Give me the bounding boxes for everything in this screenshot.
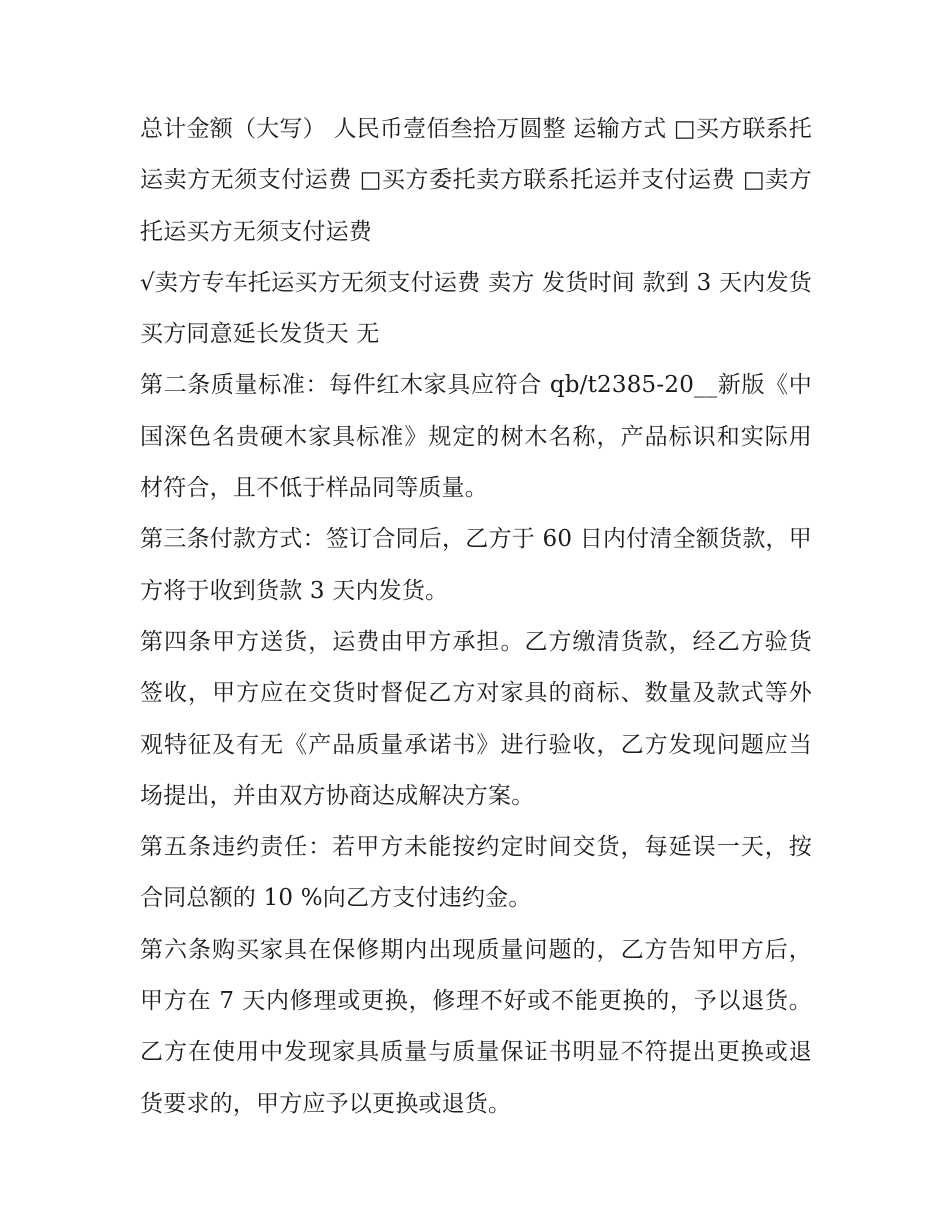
document-page: [140, 104, 812, 1130]
paragraph-article-6-warranty: 第六条购买家具在保修期内出现质量问题的，乙方告知甲方后，甲方在 7 天内修理或更换，修理不好或不能更换的，予以退货。乙方在使用中发现家具质量与质量保证书明显不符提出更换或退货要求的，甲方应予以更换或退货。: [140, 936, 812, 1117]
paragraph-article-3-payment: 第三条付款方式：签订合同后，乙方于 60 日内付清全额货款，甲方将于收到货款 3 天内发货。: [140, 526, 812, 604]
paragraph-article-5-liability: 第五条违约责任：若甲方未能按约定时间交货，每延误一天，按合同总额的 10 %向乙方支付违约金。: [140, 834, 812, 912]
paragraph-total-amount-transport: 总计金额（大写） 人民币壹佰叁拾万圆整 运输方式 □买方联系托运卖方无须支付运费 □买方委托卖方联系托运并支付运费 □卖方托运买方无须支付运费: [140, 116, 812, 245]
paragraph-article-4-delivery: 第四条甲方送货，运费由甲方承担。乙方缴清货款，经乙方验货签收，甲方应在交货时督促乙方对家具的商标、数量及款式等外观特征及有无《产品质量承诺书》进行验收，乙方发现问题应当场提出，并由双方协商达成解决方案。: [140, 628, 812, 809]
paragraph-delivery-method: √卖方专车托运买方无须支付运费 卖方 发货时间 款到 3 天内发货 买方同意延长发货天 无: [140, 269, 812, 348]
paragraph-article-2-quality: 第二条质量标准：每件红木家具应符合 qb/t2385-20__新版《中国深色名贵硬木家具标准》规定的树木名称，产品标识和实际用材符合，且不低于样品同等质量。: [140, 372, 812, 502]
